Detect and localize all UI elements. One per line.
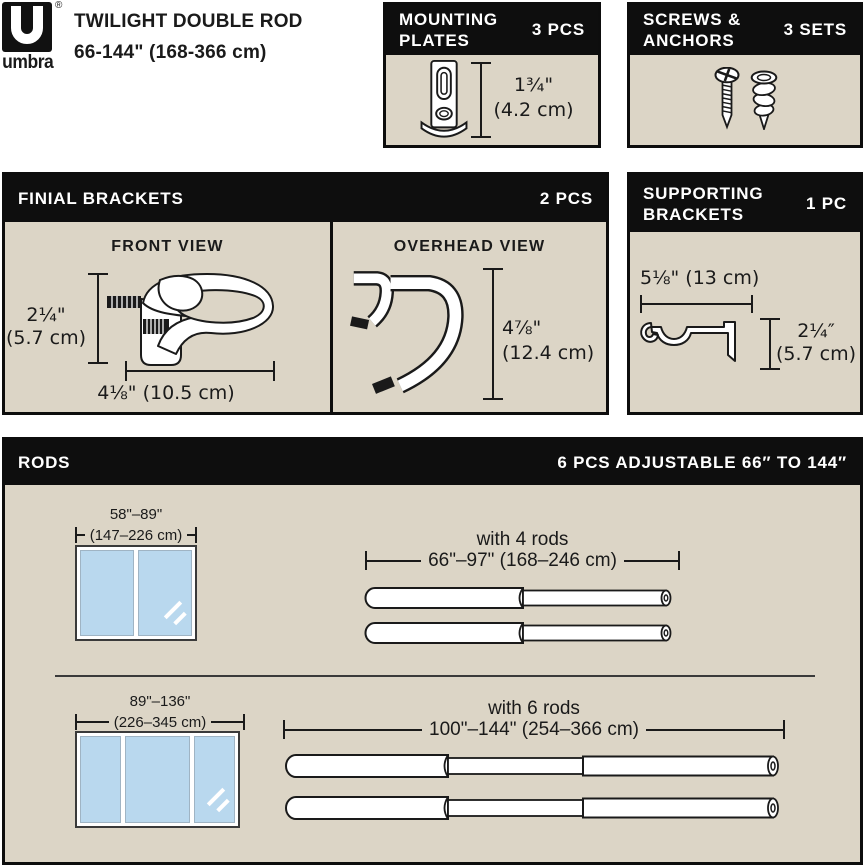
with-6-rods-label: with 6 rods: [488, 698, 580, 719]
brand-header: [2, 2, 372, 92]
overhead-view-label: OVERHEAD VIEW: [393, 238, 546, 255]
large-window-range-in: 89"–136": [129, 693, 191, 710]
window-pane: [138, 550, 192, 636]
finial-front-height-cm: (5.7 cm): [5, 327, 87, 349]
front-view-label: FRONT VIEW: [111, 238, 224, 255]
supporting-brackets-panel: [627, 172, 863, 415]
supporting-bracket-width: 5⅛" (13 cm): [640, 267, 760, 289]
large-window-illustration: [75, 731, 240, 828]
finial-bracket-overhead-illustration: [346, 262, 468, 407]
rods-qty: 6 PCS ADJUSTABLE 66″ TO 144″: [557, 452, 847, 472]
finial-depth-dimension-line: [483, 268, 503, 400]
mounting-plate-height-in: 1¾": [513, 74, 554, 96]
finial-brackets-qty: 2 PCS: [539, 188, 593, 208]
finial-brackets-title: FINIAL BRACKETS: [18, 189, 184, 208]
finial-brackets-header: [5, 175, 606, 222]
rods-title: RODS: [18, 453, 71, 472]
large-window-dimension-line: [75, 714, 245, 730]
six-rod-dimension-line: [283, 720, 785, 739]
telescoping-rod-illustration: [283, 795, 785, 821]
mounting-plates-header: [386, 5, 598, 55]
large-window-range-cm: (226–345 cm): [113, 713, 207, 731]
six-rod-range: 100"–144" (254–366 cm): [429, 718, 639, 740]
window-pane: [80, 736, 121, 823]
screws-anchors-qty: 3 SETS: [783, 20, 847, 39]
product-size-range: 66-144" (168-366 cm): [74, 42, 267, 63]
mounting-plates-qty: 3 PCS: [531, 20, 585, 39]
finial-brackets-panel: [2, 172, 609, 415]
telescoping-rod-illustration: [363, 586, 677, 610]
mounting-plates-title: MOUNTING PLATES: [399, 10, 498, 50]
small-window-range-in: 58"–89": [109, 506, 163, 523]
product-title: TWILIGHT DOUBLE ROD: [74, 11, 303, 32]
small-window-illustration: [75, 545, 197, 641]
window-pane: [80, 550, 134, 636]
screw-icon: [714, 67, 740, 131]
mounting-plate-height-cm: (4.2 cm): [493, 99, 574, 121]
registered-mark: ®: [55, 0, 63, 11]
section-divider: [55, 675, 815, 677]
mounting-plates-panel: [383, 2, 601, 148]
umbra-wordmark: umbra: [2, 52, 54, 73]
rods-header: [5, 440, 860, 485]
small-window-dimension-line: [75, 527, 197, 543]
window-pane: [194, 736, 235, 823]
supporting-brackets-qty: 1 PC: [806, 193, 847, 213]
four-rod-dimension-line: [365, 551, 680, 570]
finial-width-dimension-line: [125, 361, 275, 381]
window-pane: [125, 736, 190, 823]
glass-shine: [173, 612, 186, 625]
telescoping-rod-illustration: [363, 621, 677, 645]
finial-front-height-in: 2¼": [26, 304, 66, 326]
screws-anchors-header: [630, 5, 860, 55]
screws-anchors-title: SCREWS & ANCHORS: [643, 10, 742, 50]
supporting-brackets-title: SUPPORTING BRACKETS: [643, 183, 764, 224]
glass-shine: [216, 799, 229, 812]
four-rod-range: 66"–97" (168–246 cm): [428, 549, 617, 571]
telescoping-rod-illustration: [283, 753, 785, 779]
finial-overhead-depth-in: 4⅞": [502, 317, 542, 339]
finial-front-view-section: [5, 222, 330, 412]
mounting-plate-illustration: [417, 58, 471, 142]
finial-bracket-front-illustration: [103, 267, 278, 367]
supporting-brackets-header: [630, 175, 860, 232]
drywall-anchor-icon: [749, 70, 779, 130]
with-4-rods-label: with 4 rods: [476, 529, 569, 550]
supporting-bracket-illustration: [638, 314, 754, 370]
rods-panel: [2, 437, 863, 865]
finial-overhead-depth-cm: (12.4 cm): [502, 342, 595, 364]
supporting-bracket-height-cm: (5.7 cm): [775, 343, 857, 365]
supporting-bracket-width-dimension-line: [640, 295, 753, 313]
small-window-range-cm: (147–226 cm): [89, 526, 183, 544]
finial-overhead-view-section: [330, 222, 606, 412]
umbra-logo-icon: [2, 2, 52, 52]
supporting-bracket-height-in: 2¼″: [797, 320, 835, 342]
screws-anchors-panel: [627, 2, 863, 148]
finial-front-width: 4⅛" (10.5 cm): [97, 382, 235, 404]
